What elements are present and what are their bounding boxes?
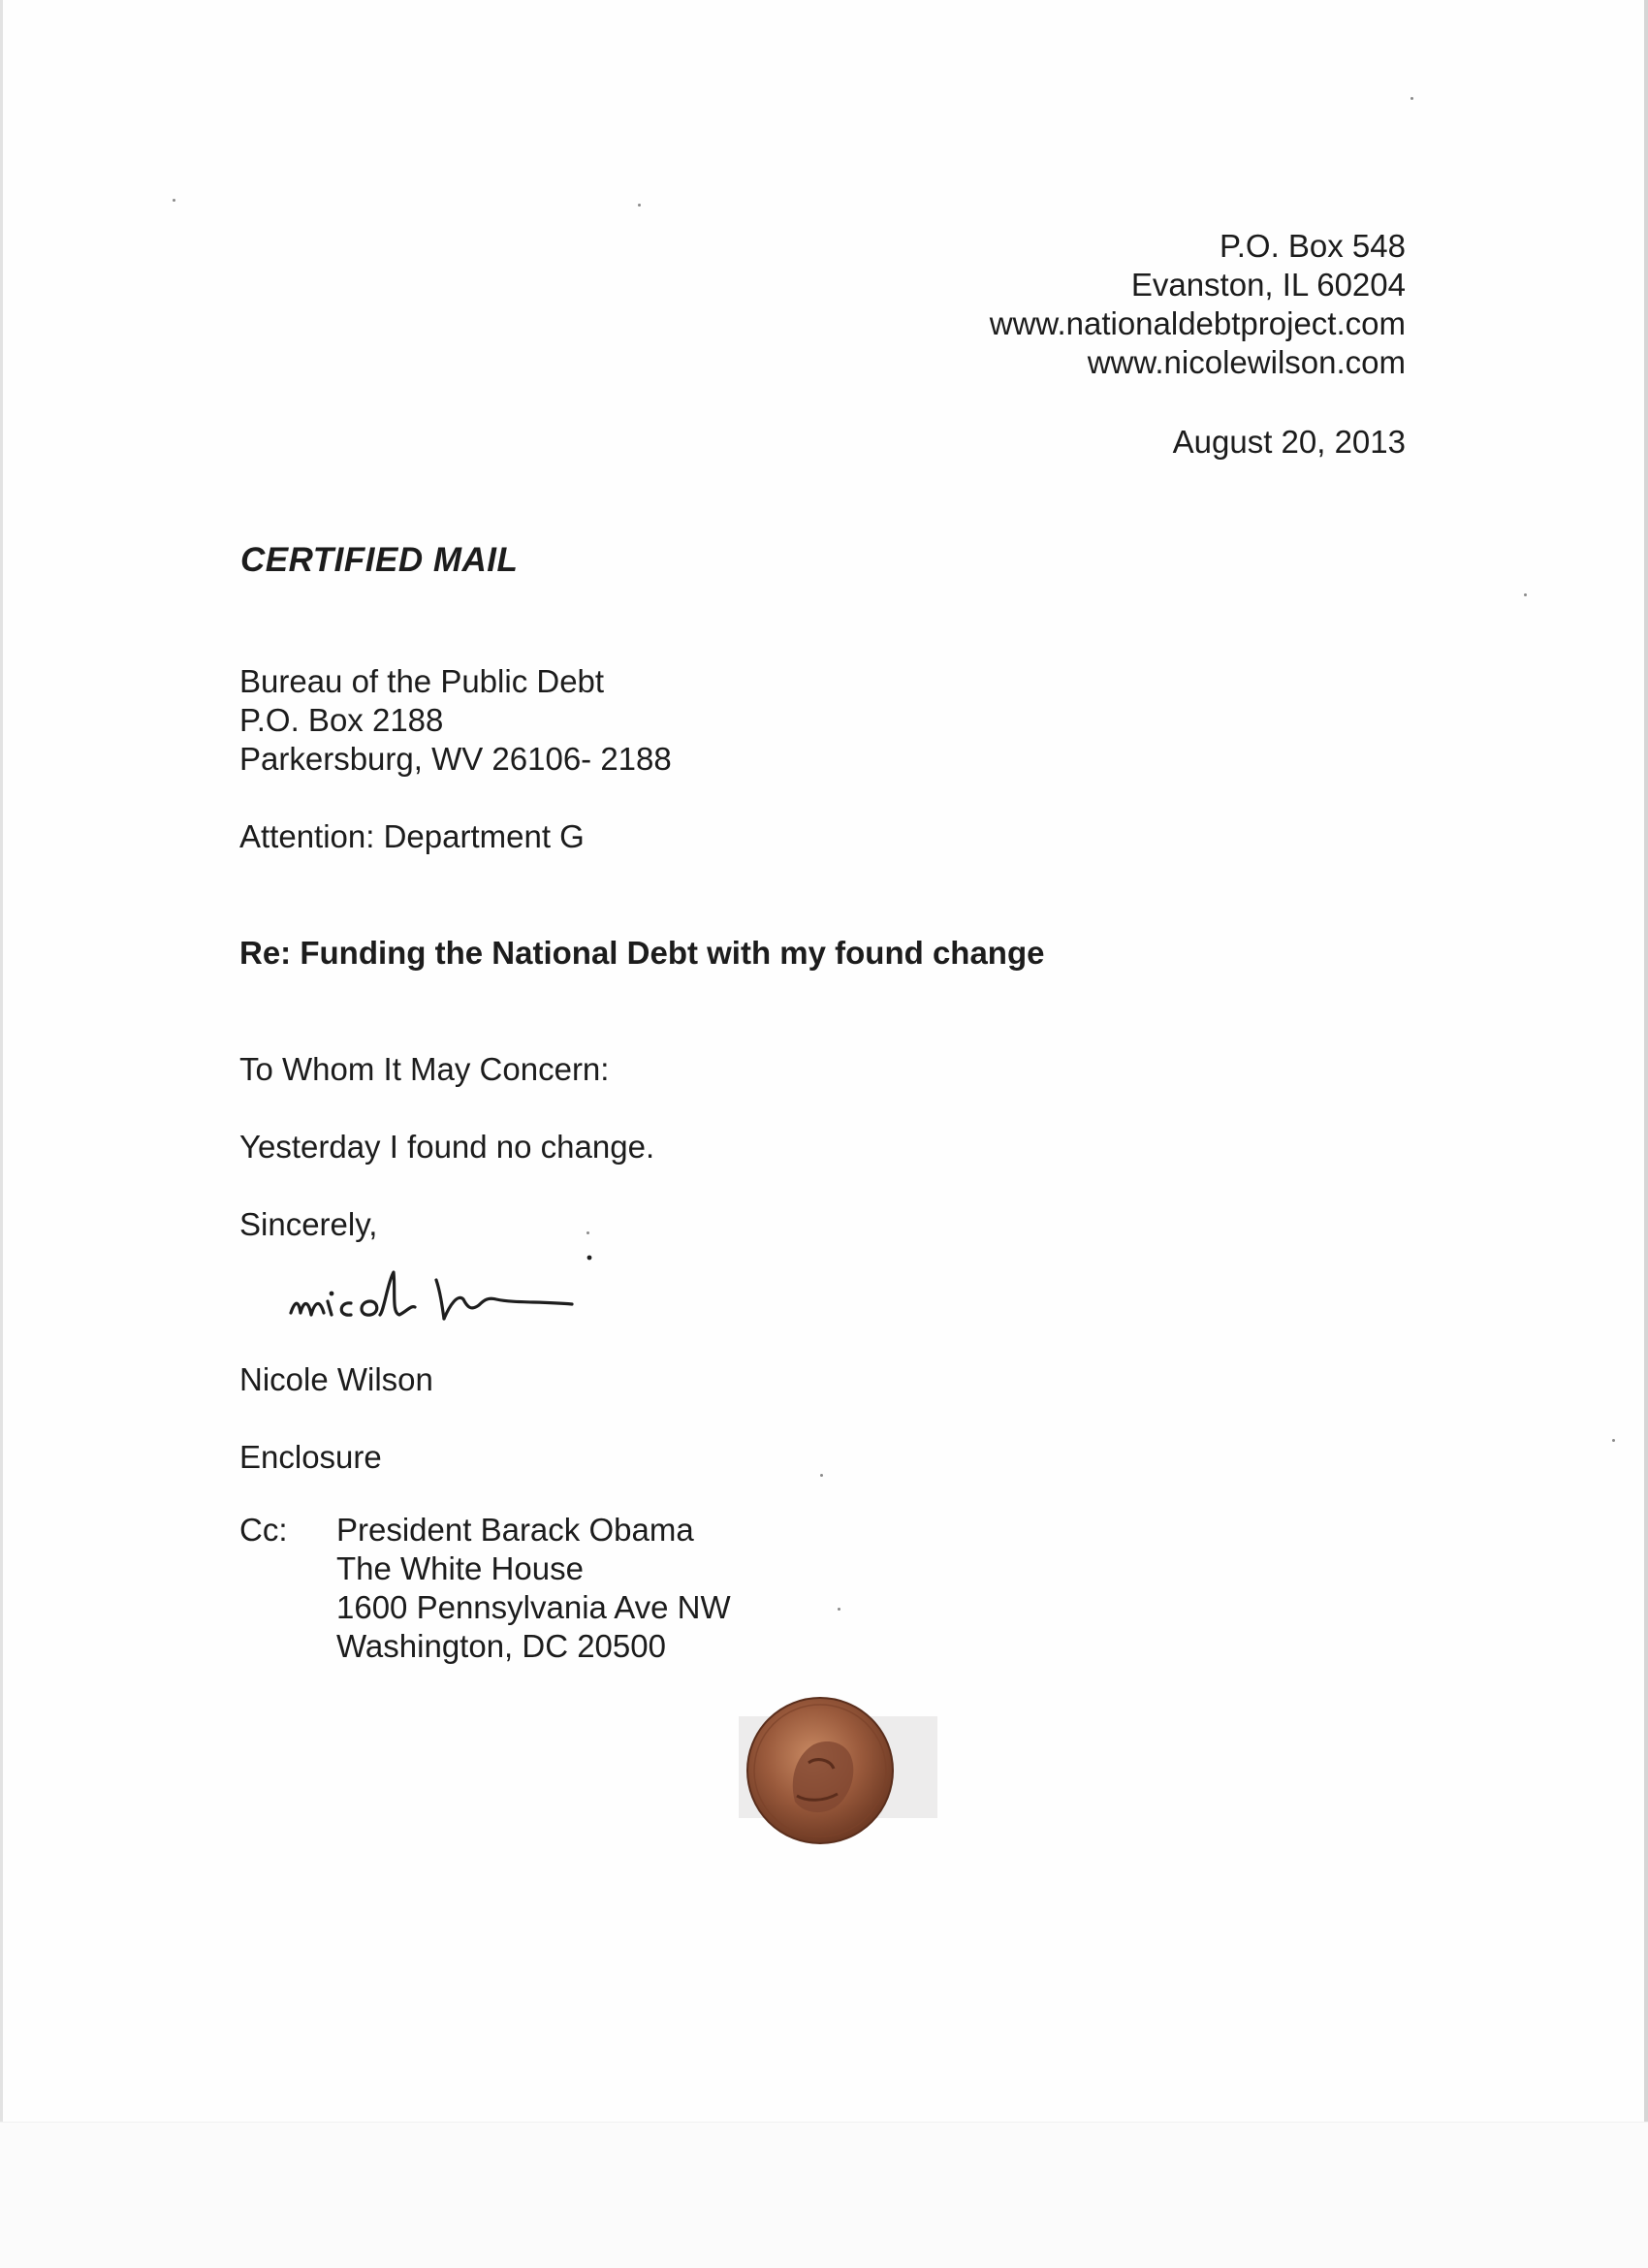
sender-website: www.nicolewilson.com [1087,344,1406,380]
scan-speck [638,204,641,207]
recipient-address-line: Parkersburg, WV 26106- 2188 [239,741,672,777]
cc-line: 1600 Pennsylvania Ave NW [336,1589,731,1625]
subject-line: Re: Funding the National Debt with my found change [239,935,1045,971]
scan-edge [1644,0,1648,2267]
signature-dot [330,1292,334,1296]
scan-speck [1612,1439,1615,1442]
recipient-address-line: P.O. Box 2188 [239,702,444,738]
signer-name: Nicole Wilson [239,1361,433,1397]
penny-coin-icon [737,1687,940,1857]
scan-speck [1410,97,1413,100]
attention-line: Attention: Department G [239,818,585,854]
sender-website: www.nationaldebtproject.com [989,305,1406,341]
enclosed-penny [737,1687,940,1857]
closing: Sincerely, [239,1206,378,1242]
scan-speck [820,1474,823,1477]
scan-speck [173,199,175,202]
recipient-name: Bureau of the Public Debt [239,663,605,699]
cc-label: Cc: [239,1512,288,1548]
letter-body: Yesterday I found no change. [239,1129,655,1165]
scan-edge [0,2122,1648,2268]
sender-address-line: P.O. Box 548 [1219,228,1406,264]
cc-line: President Barack Obama [336,1512,694,1548]
cc-recipient-block [336,1511,731,1666]
scan-edge [0,0,3,2267]
letter-date: August 20, 2013 [1172,424,1406,460]
sender-address-line: Evanston, IL 60204 [1130,267,1406,303]
signature-dot [587,1256,592,1261]
cc-line: The White House [336,1550,584,1586]
cc-line: Washington, DC 20500 [336,1628,666,1664]
certified-mail-heading: CERTIFIED MAIL [240,541,519,579]
salutation: To Whom It May Concern: [239,1051,610,1087]
handwritten-signature [281,1224,669,1340]
scan-speck [838,1608,840,1611]
sender-address-block [727,227,1406,382]
enclosure-note: Enclosure [239,1439,382,1475]
scan-speck [1524,593,1527,596]
